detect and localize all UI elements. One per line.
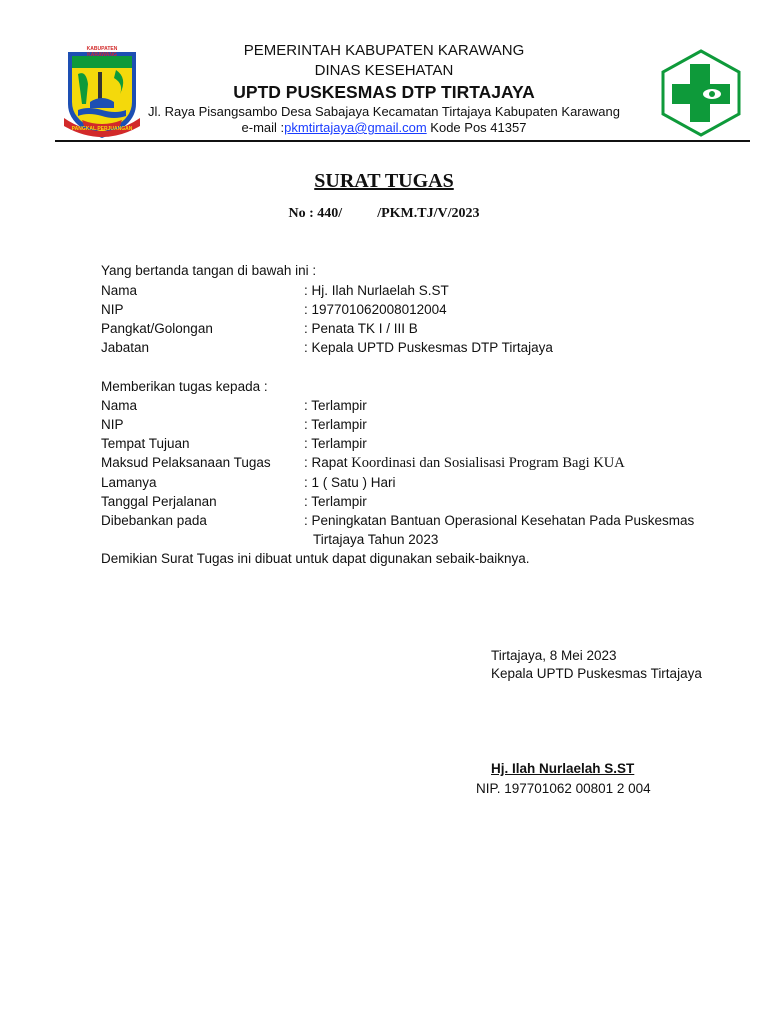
assignment-value-tujuan: : Terlampir xyxy=(304,436,367,451)
signatory-label-nama: Nama xyxy=(101,283,138,298)
signatory-value-pangkat: : Penata TK I / III B xyxy=(304,321,418,336)
assignment-intro: Memberikan tugas kepada : xyxy=(101,379,268,394)
header-institution: UPTD PUSKESMAS DTP TIRTAJAYA xyxy=(233,82,535,102)
assignment-value-maksud xyxy=(304,453,625,473)
header-department: DINAS KESEHATAN xyxy=(314,62,454,79)
assignment-value-dibebankan-line2: Tirtajaya Tahun 2023 xyxy=(313,532,439,547)
header-divider xyxy=(55,140,750,142)
place-date: Tirtajaya, 8 Mei 2023 xyxy=(491,648,617,663)
assignment-value-lamanya: : 1 ( Satu ) Hari xyxy=(304,475,396,490)
assignment-value-dibebankan: : Peningkatan Bantuan Operasional Kesehatan Pada Puskesmas xyxy=(304,513,695,528)
header-address: Jl. Raya Pisangsambo Desa Sabajaya Kecamatan Tirtajaya Kabupaten Karawang xyxy=(148,104,620,119)
signatory-label-nip: NIP xyxy=(101,302,124,317)
header-government: PEMERINTAH KABUPATEN KARAWANG xyxy=(243,42,525,59)
maksud-prefix: : Rapat xyxy=(304,455,352,470)
signatory-position: Kepala UPTD Puskesmas Tirtajaya xyxy=(491,666,702,681)
signature-name: Hj. Ilah Nurlaelah S.ST xyxy=(491,761,635,776)
email-link[interactable]: pkmtirtajaya@gmail.com xyxy=(284,120,427,135)
assignment-label-tanggal: Tanggal Perjalanan xyxy=(101,494,217,509)
assignment-label-lamanya: Lamanya xyxy=(101,475,157,490)
assignment-value-nama: : Terlampir xyxy=(304,398,367,413)
signatory-value-nip: : 197701062008012004 xyxy=(304,302,447,317)
header-contact xyxy=(130,120,638,135)
puskesmas-logo xyxy=(660,48,742,138)
document-number: No : 440/ /PKM.TJ/V/2023 xyxy=(288,206,480,221)
document-title: SURAT TUGAS xyxy=(314,170,454,192)
assignment-value-nip: : Terlampir xyxy=(304,417,367,432)
signature-nip: NIP. 197701062 00801 2 004 xyxy=(476,781,651,796)
logo-bottom-text: PANGKAL PERJUANGAN xyxy=(71,126,133,132)
assignment-label-maksud: Maksud Pelaksanaan Tugas xyxy=(101,455,271,470)
postal-code: Kode Pos 41357 xyxy=(426,120,527,135)
assignment-label-nama: Nama xyxy=(101,398,138,413)
email-prefix: e-mail : xyxy=(241,120,285,135)
signatory-value-nama: : Hj. Ilah Nurlaelah S.ST xyxy=(304,283,449,298)
assignment-value-tanggal: : Terlampir xyxy=(304,494,367,509)
assignment-label-tujuan: Tempat Tujuan xyxy=(101,436,190,451)
kabupaten-logo xyxy=(64,44,140,140)
assignment-label-dibebankan: Dibebankan pada xyxy=(101,513,207,528)
assignment-label-nip: NIP xyxy=(101,417,124,432)
signatory-label-jabatan: Jabatan xyxy=(101,340,150,355)
signatory-label-pangkat: Pangkat/Golongan xyxy=(101,321,213,336)
closing-sentence: Demikian Surat Tugas ini dibuat untuk dapat digunakan sebaik-baiknya. xyxy=(101,551,530,566)
signatory-intro: Yang bertanda tangan di bawah ini : xyxy=(101,263,317,278)
logo-top-text: KABUPATEN KARAWANG xyxy=(86,46,118,58)
maksud-text: Koordinasi dan Sosialisasi Program Bagi KUA xyxy=(351,455,625,471)
signatory-value-jabatan: : Kepala UPTD Puskesmas DTP Tirtajaya xyxy=(304,340,553,355)
